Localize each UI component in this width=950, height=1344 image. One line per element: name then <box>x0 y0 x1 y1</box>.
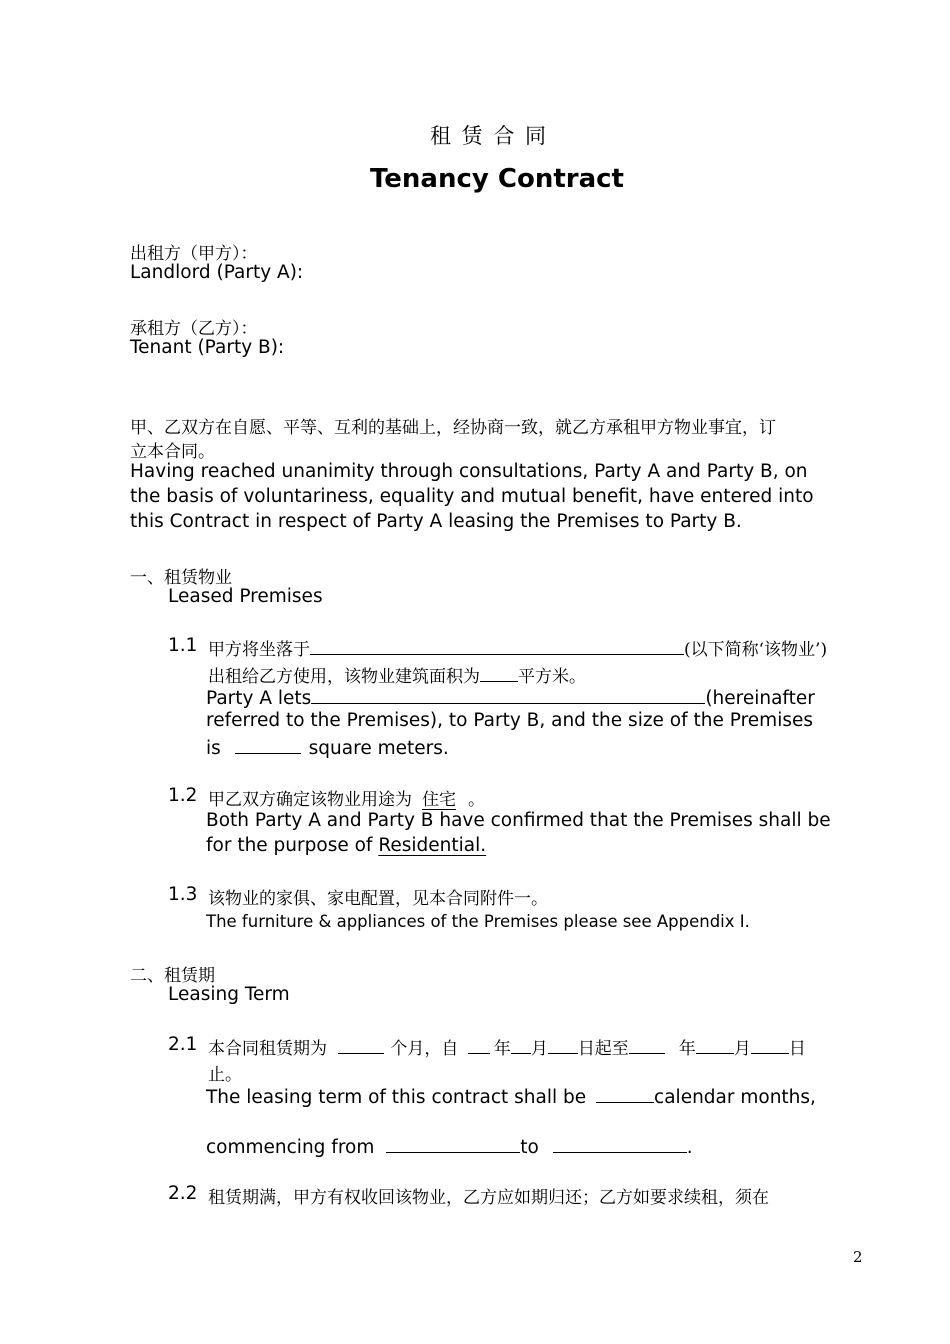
blank-start-date[interactable] <box>386 1134 520 1153</box>
preamble-en-line1: Having reached unanimity through consultations, Party A and Party B, on <box>130 461 808 482</box>
clause-1-3-cn: 该物业的家俱、家电配置，见本合同附件一。 <box>208 889 548 909</box>
tenant-label-cn: 承租方（乙方）： <box>130 319 258 339</box>
clause-text: commencing from <box>206 1137 375 1158</box>
clause-text: 日起至 <box>577 1039 629 1059</box>
clause-2-1-en-line1 <box>206 1084 816 1108</box>
clause-text: calendar months, <box>654 1087 816 1108</box>
page-number: 2 <box>853 1248 863 1266</box>
clause-1-3-en: The furniture & appliances of the Premises please see Appendix I. <box>206 912 750 931</box>
clause-1-1-cn-line2 <box>208 662 586 687</box>
section1-heading-en: Leased Premises <box>168 586 323 607</box>
clause-number: 2.1 <box>168 1034 198 1055</box>
preamble-cn-line2: 立本合同。 <box>130 442 215 462</box>
preamble-cn-line1: 甲、乙双方在自愿、平等、互利的基础上，经协商一致，就乙方承租甲方物业事宜，订 <box>130 418 776 438</box>
clause-number: 1.1 <box>168 635 198 656</box>
clause-text: (hereinafter <box>705 688 815 709</box>
preamble-en-line3: this Contract in respect of Party A leasing the Premises to Party B. <box>130 511 742 532</box>
clause-text: The leasing term of this contract shall be <box>206 1087 587 1108</box>
blank-end-date[interactable] <box>553 1134 687 1153</box>
clause-2-1-cn-line1 <box>208 1034 806 1059</box>
usage-value-en[interactable]: Residential. <box>378 835 487 856</box>
clause-1-2-en-line1: Both Party A and Party B have confirmed that the Premises shall be <box>206 810 831 831</box>
clause-text: 甲乙双方确定该物业用途为 <box>208 790 412 810</box>
clause-1-2-cn <box>208 785 485 810</box>
section2-heading-en: Leasing Term <box>168 984 290 1005</box>
usage-value-cn[interactable]: 住宅 <box>422 790 456 810</box>
clause-text: 。 <box>468 790 485 810</box>
clause-1-2-en-line2 <box>206 835 486 856</box>
blank-area[interactable] <box>480 663 518 682</box>
clause-text: Party A lets <box>206 688 312 709</box>
clause-text: to <box>520 1137 539 1158</box>
section2-heading-cn: 二、租赁期 <box>130 966 215 986</box>
clause-text: 平方米。 <box>518 667 586 687</box>
section1-heading-cn: 一、租赁物业 <box>130 568 232 588</box>
clause-number: 1.2 <box>168 785 198 806</box>
clause-2-2-cn: 租赁期满，甲方有权收回该物业，乙方应如期归还；乙方如要求续租，须在 <box>208 1188 769 1208</box>
title-en: Tenancy Contract <box>370 164 624 194</box>
clause-1-1-en-line2: referred to the Premises), to Party B, and the size of the Premises <box>206 710 813 731</box>
blank-area-en[interactable] <box>235 735 301 754</box>
blank-location[interactable] <box>310 636 684 655</box>
clause-text: 月 <box>530 1039 548 1059</box>
blank-end-day[interactable] <box>751 1035 789 1054</box>
clause-text: square meters. <box>308 738 449 759</box>
landlord-label-en: Landlord (Party A): <box>130 262 304 283</box>
clause-text: 年 <box>493 1039 511 1059</box>
clause-text: 个月，自 <box>390 1039 459 1059</box>
clause-1-1-en-line1 <box>206 685 815 709</box>
clause-2-1-cn-line2: 止。 <box>208 1065 242 1085</box>
clause-text: for the purpose of <box>206 835 373 856</box>
clause-text: 甲方将坐落于 <box>208 640 310 660</box>
blank-end-month[interactable] <box>696 1035 734 1054</box>
clause-2-1-en-line2 <box>206 1134 693 1158</box>
blank-start-year[interactable] <box>468 1035 490 1054</box>
clause-text: 月 <box>733 1039 751 1059</box>
clause-text: 年 <box>678 1039 696 1059</box>
clause-number: 2.2 <box>168 1183 198 1204</box>
blank-months[interactable] <box>338 1035 384 1054</box>
clause-1-1-en-line3 <box>206 735 449 759</box>
clause-text: is <box>206 738 221 759</box>
blank-end-year[interactable] <box>629 1035 665 1054</box>
preamble-en-line2: the basis of voluntariness, equality and mutual benefit, have entered into <box>130 486 814 507</box>
clause-text: 日 <box>788 1039 806 1059</box>
clause-text: 出租给乙方使用，该物业建筑面积为 <box>208 667 480 687</box>
landlord-label-cn: 出租方（甲方）： <box>130 244 258 264</box>
blank-location-en[interactable] <box>311 685 705 704</box>
clause-text: 本合同租赁期为 <box>208 1039 327 1059</box>
blank-start-month[interactable] <box>511 1035 531 1054</box>
clause-1-1-cn-line1 <box>208 635 827 660</box>
title-cn: 租 赁 合 同 <box>430 124 549 148</box>
clause-number: 1.3 <box>168 884 198 905</box>
blank-months-en[interactable] <box>596 1084 654 1103</box>
tenant-label-en: Tenant (Party B): <box>130 337 285 358</box>
clause-text: . <box>686 1137 693 1158</box>
clause-text: (以下简称‘该物业’) <box>684 640 828 660</box>
blank-start-day[interactable] <box>548 1035 578 1054</box>
